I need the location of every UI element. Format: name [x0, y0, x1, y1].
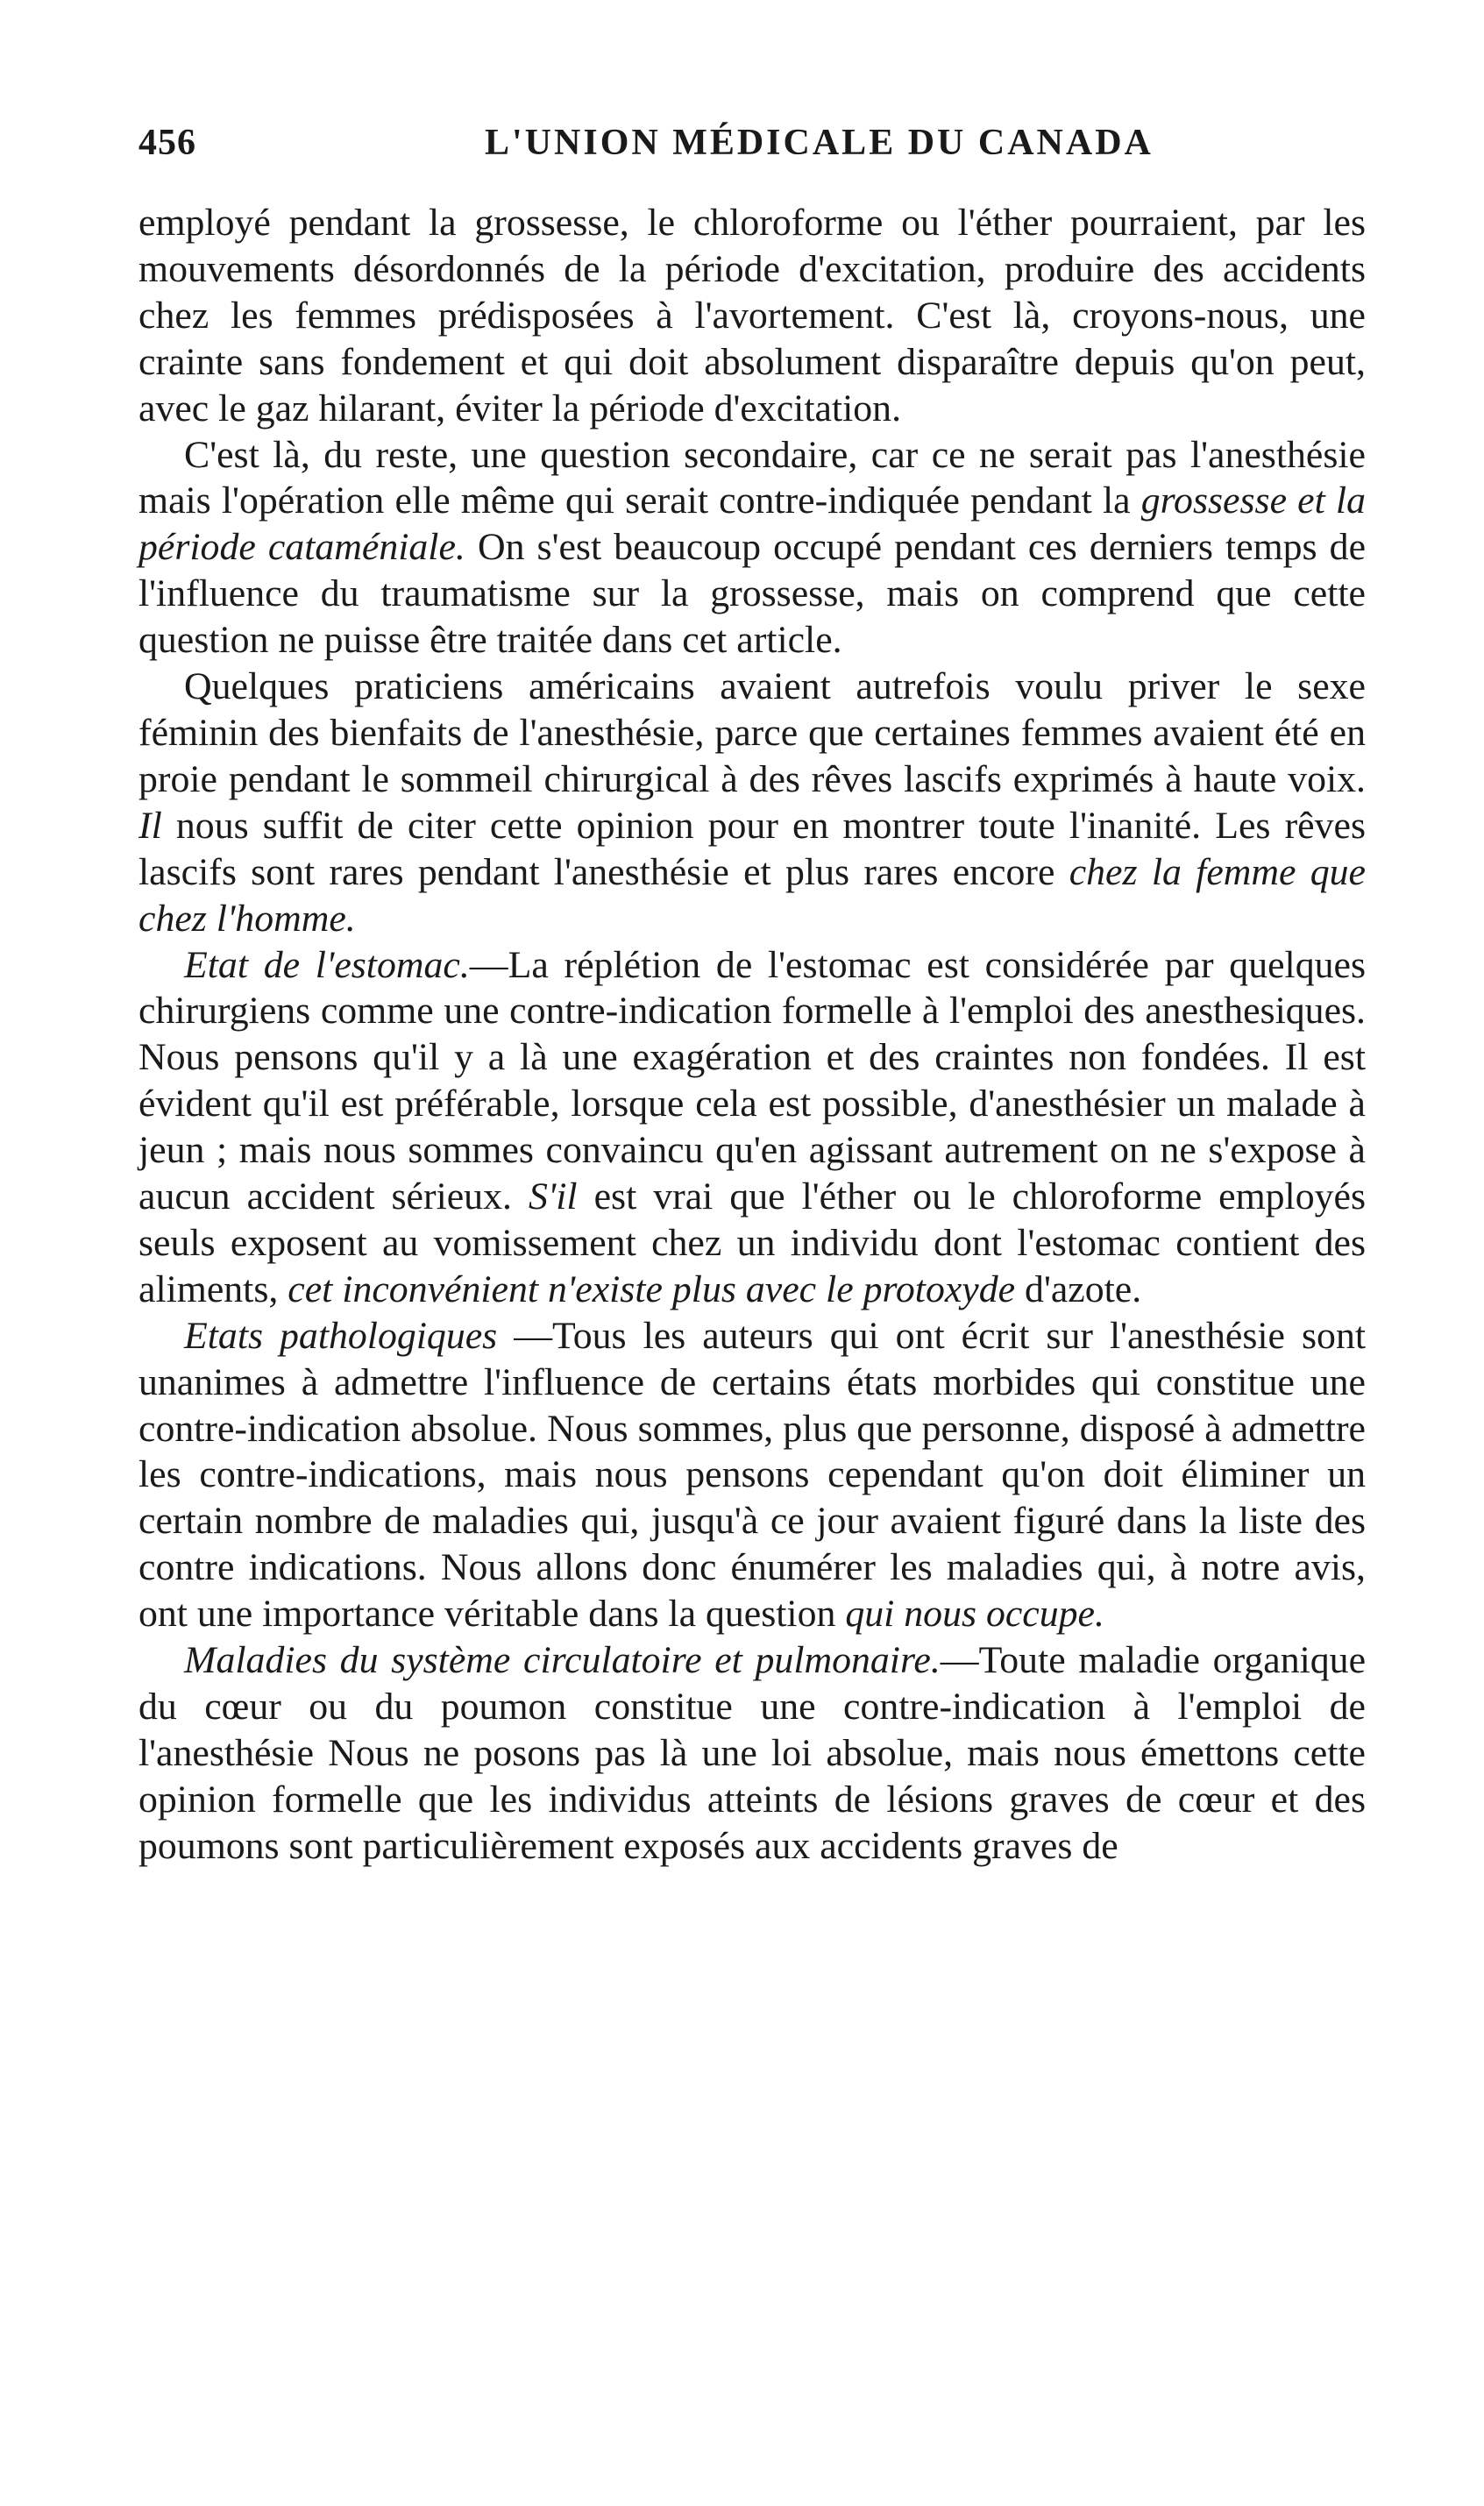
- paragraph-text: C'est là, du reste, une question secondaire, car ce ne serait pas l'anesthésie mais l'opération elle même qui serait contre-indiquée pendant la: [138, 433, 1366, 522]
- running-title: L'UNION MÉDICALE DU CANADA: [485, 123, 1154, 163]
- page-number: 456: [138, 123, 196, 163]
- running-header: [138, 118, 1366, 167]
- section-heading: Maladies du système circulatoire et pulmonaire.: [184, 1639, 941, 1682]
- section-heading: Etat de l'estomac.: [184, 943, 470, 986]
- italic-phrase: qui nous occupe.: [845, 1593, 1104, 1636]
- paragraph-text: Quelques praticiens américains avaient autrefois voulu priver le sexe féminin des bienfaits de l'anesthésie, parce que certaines femmes avaient été en proie pendant le sommeil chirurgical à des rêves lascifs exprimés à haute voix.: [138, 665, 1366, 800]
- paragraph-text: nous suffit de citer cette opinion pour en montrer toute l'inanité. Les rêves lascifs sont rares pendant l'anesthésie et plus rares encore: [138, 804, 1366, 893]
- body-text: [138, 200, 1366, 1870]
- paragraph-text: employé pendant la grossesse, le chloroforme ou l'éther pourraient, par les mouvements désordonnés de la période d'excitation, produire des accidents chez les femmes prédisposées à l'avortement. C'est là, croyons-nous, une crainte sans fondement et qui doit absolument disparaître depuis qu'on peut, avec le gaz hilarant, éviter la période d'excitation.: [138, 202, 1366, 429]
- paragraph-pathological-states: [138, 1313, 1366, 1637]
- paragraph-text: On s'est beaucoup occupé pendant ces derniers temps de l'influence du traumatisme sur la grossesse, mais on comprend que cette question ne puisse être traitée dans cet article.: [138, 526, 1367, 662]
- paragraph-secondary-question: [138, 432, 1366, 664]
- paragraph-circulatory-pulmonary: [138, 1637, 1366, 1870]
- italic-phrase: cet inconvénient n'existe plus avec le protoxyde: [288, 1267, 1016, 1310]
- section-heading: Etats pathologiques: [184, 1314, 498, 1357]
- italic-word: Il: [138, 804, 162, 847]
- paragraph-text: —La réplétion de l'estomac est considérée par quelques chirurgiens comme une contre-indication formelle à l'emploi des anesthesiques. Nous pensons qu'il y a là une exagération et des craintes non fondées. Il est évident qu'il est préférable, lorsque cela est possible, d'anesthésier un malade à jeun ; mais nous sommes convaincu qu'en agissant autrement on ne s'expose à aucun accident sérieux.: [138, 943, 1366, 1218]
- paragraph-text: d'azote.: [1025, 1267, 1142, 1310]
- paragraph-stomach-state: [138, 942, 1366, 1313]
- paragraph-pregnancy: [138, 200, 1366, 432]
- paragraph-text: —Toute maladie organique du cœur ou du poumon constitue une contre-indication à l'emploi de l'anesthésie Nous ne posons pas là une loi absolue, mais nous émettons cette opinion formelle que les individus atteints de lésions graves de cœur et des poumons sont particulièrement exposés aux accidents graves de: [138, 1639, 1367, 1867]
- paragraph-text: est vrai que l'éther ou le chloroforme employés seuls exposent au vomissement chez un individu dont l'estomac contient des aliments,: [138, 1175, 1366, 1310]
- italic-phrase: grossesse et la période cataméniale.: [138, 479, 1366, 569]
- paragraph-american-practitioners: [138, 664, 1366, 941]
- italic-word: S'il: [528, 1175, 578, 1218]
- paragraph-text: —Tous les auteurs qui ont écrit sur l'anesthésie sont unanimes à admettre l'influence de certains états morbides qui constitue une contre-indication absolue. Nous sommes, plus que personne, disposé à admettre les contre-indications, mais nous pensons cependant qu'on doit éliminer un certain nombre de maladies qui, jusqu'à ce jour avaient figuré dans la liste des contre indications. Nous allons donc énumérer les maladies qui, à notre avis, ont une importance véritable dans la question: [138, 1314, 1367, 1636]
- italic-phrase: chez la femme que chez l'homme.: [138, 850, 1367, 940]
